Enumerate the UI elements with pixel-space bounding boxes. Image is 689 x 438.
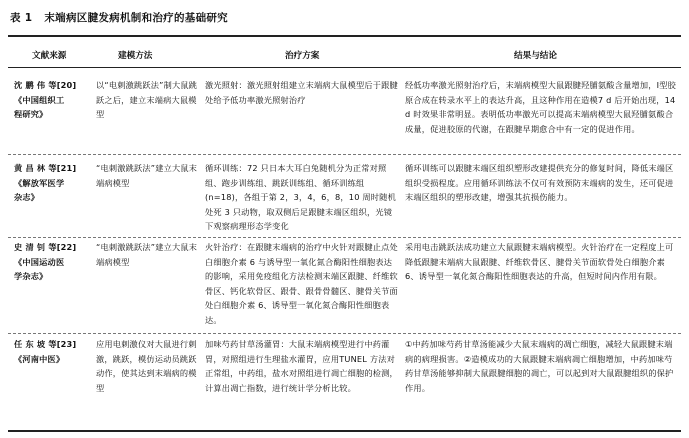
- row-2-model: “电刺激跳跃法”建立大鼠末端病模型: [96, 163, 198, 188]
- header-treatment: 治疗方案: [285, 51, 320, 61]
- row-divider-3: [8, 333, 681, 334]
- row-1-model: 以“电刺激跳跃法”制大鼠跳跃之后，建立末端病大鼠模型: [96, 80, 198, 120]
- row-2-result: 循环训练可以跟腱末端区组织塑形改建提供充分的修复时间，降低末端区组织受损程度。应用循环训练法不仅可有效预防末端病的发生，还可促进末端区组织的塑形改建，增强其抗损伤能力。: [405, 163, 674, 203]
- row-1-result: 经低功率激光照射治疗后，末端病模型大鼠跟腱羟脯氨酸含量增加，Ⅰ型胶原合成在转录水平上的表达升高，且这种作用在造模7 d 后开始出现，14 d 时效果非常明显。表明低功率激光可以提高末端病模型大鼠羟脯氨酸合成量，促进胶原的代谢，在跟腱早期愈合中有一定的促进作用。: [405, 80, 677, 134]
- table-top-rule: [8, 35, 681, 37]
- table-title: 末端病区腱发病机制和治疗的基础研究: [44, 12, 228, 24]
- table-caption: [10, 10, 228, 25]
- header-rule: [8, 67, 681, 68]
- header-source: 文献来源: [32, 51, 67, 61]
- row-3-source: 史 清 钊 等[22] 《中国运动医 学杂志》: [14, 242, 77, 282]
- row-2-treatment: 循环训练：72 只日本大耳白兔随机分为正常对照组、跑步训练组、跳跃训练组、循环训练组(n=18)，各组于第 2，3，4，6，8，10 周时随机处死 3 只动物，取双侧后足跟腱末端区组织，光镜下观察病理形态学变化: [205, 163, 396, 232]
- row-3-model: “电刺激跳跃法”建立大鼠末端病模型: [96, 242, 198, 267]
- row-divider-2: [8, 237, 681, 238]
- row-3-result: 采用电击跳跃法成功建立大鼠跟腱末端病模型。火针治疗在一定程度上可降低跟腱末端病大鼠跟腱、纤维软骨区、腱骨关节面软骨处白细胞介素 6、诱导型一氧化氮合酶阳性细胞表达的升高，但短时间内作用有限。: [405, 242, 674, 282]
- row-2-source: 黄 昌 林 等[21] 《解放军医学 杂志》: [14, 163, 77, 203]
- row-4-source: 任 东 坡 等[23] 《河南中医》: [14, 339, 77, 364]
- row-4-model: 应用电刺激仪对大鼠进行刺激，跳跃，模仿运动员跳跃动作，使其达到末端病的模型: [96, 339, 197, 393]
- header-result: 结果与结论: [514, 51, 557, 61]
- row-1-treatment: 激光照射：激光照射组建立末端病大鼠模型后于跟腱处给予低功率激光照射治疗: [205, 80, 398, 105]
- row-3-treatment: 火针治疗：在跟腱末端病的治疗中火针对跟腱止点处白细胞介素 6 与诱导型一氧化氮合酶阳性细胞表达的影响，采用免疫组化方法检测末端区跟腱、纤维软骨区、钙化软骨区、跟骨、跟骨骨髓区、腱骨关节面处白细胞介素 6、诱导型一氧化氮合酶阳性细胞表达。: [205, 242, 398, 325]
- row-4-result: ①中药加味芍药甘草汤能减少大鼠末端病的凋亡细胞，减轻大鼠跟腱末端病的病理损害。②造模成功的大鼠跟腱末端病凋亡细胞增加，中药加味芍药甘草汤能够抑制大鼠跟腱细胞的凋亡，可以起到对大鼠跟腱组织的保护作用。: [405, 339, 674, 393]
- row-1-source: 沈 鹏 伟 等[20] 《中国组织工 程研究》: [14, 80, 77, 120]
- table-bottom-rule: [8, 430, 681, 432]
- row-divider-1: [8, 154, 681, 155]
- row-4-treatment: 加味芍药甘草汤灌胃：大鼠末端病模型进行中药灌胃，对照组进行生理盐水灌胃，应用TUNEL 方法对正常组，中药组，盐水对照组进行凋亡细胞的检测，计算出凋亡指数，进行统计学分析比较。: [205, 339, 398, 393]
- header-model: 建模方法: [118, 51, 153, 61]
- table-number: 表 1: [10, 12, 33, 24]
